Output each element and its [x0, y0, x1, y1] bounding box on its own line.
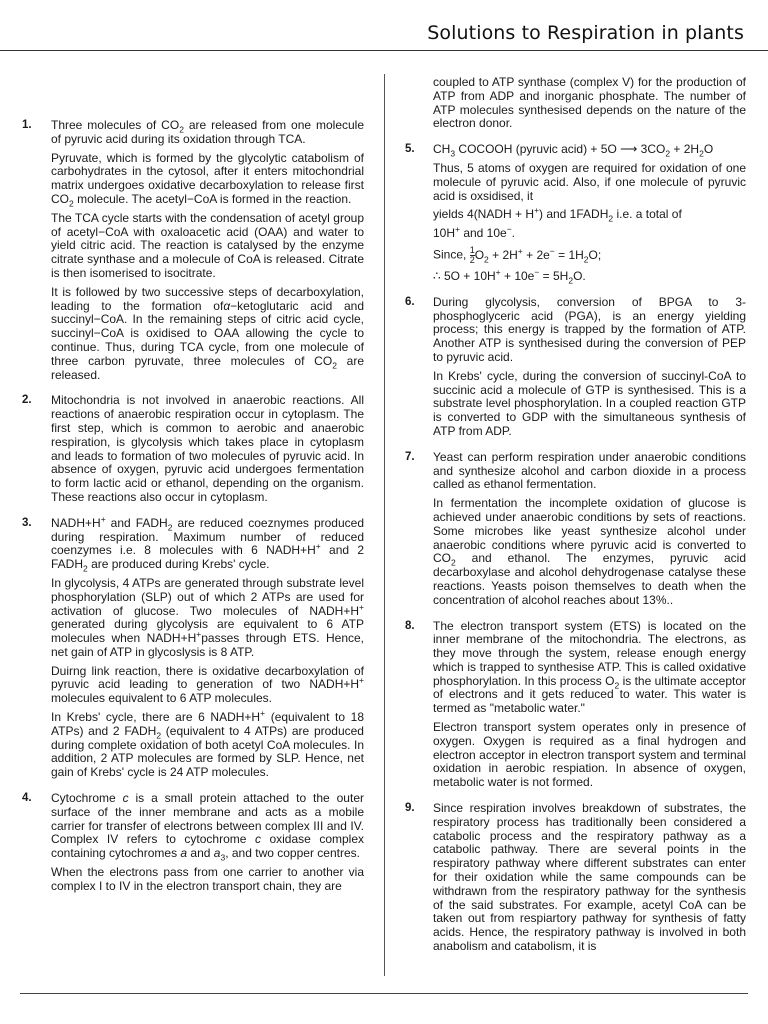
- answer-paragraph: Pyruvate, which is formed by the glycolytic catabolism of carbohydrates in the cytosol, after it enters mitochondrial matrix undergoes oxidative decarboxylation to release first $CO_2$ molecule. The acetyl−CoA is formed in the reaction.: [51, 150, 364, 209]
- answer-number: 3.: [22, 516, 32, 529]
- answer-paragraph: In fermentation the incomplete oxidation of glucose is achieved under anaerobic conditions by sets of reactions. Some microbes like yeast synthesize alcohol under anaerobic conditions where pyruvic acid is converted to $CO_2$ and ethanol. The enzymes, pyruvic acid decarboxylase and alcohol dehydrogenase catalyse these reactions. Yeasts poison themselves to death when the concentration of alcohol reaches about 13%..: [433, 496, 746, 607]
- since-equation: $O_2 + 2H^+ + 2e^- = 1H_2O$;: [474, 245, 602, 265]
- answer-6: [405, 294, 746, 439]
- fraction: [470, 246, 475, 265]
- answer-paragraph: The electron transport system (ETS) is located on the inner membrane of the mitochondria. The electrons, as they move through the system, release enough energy which is trapped to synthesise ATP. This is called oxidative phosphorylation. In this process $O_2$ is the ultimate acceptor of electrons and it gets reduced to water. This water is termed as "metabolic water.": [433, 618, 746, 716]
- answer-paragraph: coupled to ATP synthase (complex V) for the production of ATP from ADP and inorganic phosphate. The number of ATP molecules synthesised depends on the nature of the electron donor.: [433, 75, 746, 131]
- answer-paragraph: In glycolysis, 4 ATPs are generated through substrate level phosphorylation (SLP) out of which 2 ATPs are used for activation of glucose. Two molecules of NADH+H+ generated during glycolysis are equivalent to 6 ATP molecules when NADH+H+passes through ETS. Hence, net gain of ATP in glycoslysis is 8 ATP.: [51, 575, 364, 659]
- answer-paragraph: Cytochrome c is a small protein attached to the outer surface of the inner membrane and acts as a mobile carrier for transfer of electrons between complex III and IV. Complex IV refers to cytochrome c oxidase complex containing cytochromes a and $a_3$, and two copper centres.: [51, 791, 364, 863]
- left-column: [22, 76, 365, 906]
- answer-3: [22, 513, 365, 780]
- page-title: Solutions to Respiration in plants: [427, 22, 744, 44]
- answer-number: 4.: [22, 792, 32, 805]
- chemical-equation: $CH_3$ COCOOH (pyruvic acid) + 5O ⟶ $3CO_2 + 2H_2O$: [433, 142, 714, 159]
- answer-9: [405, 801, 746, 954]
- answer-paragraph: Yeast can perform respiration under anaerobic conditions and synthesize alcohol and carbon dioxide in a process called as ethanol fermentation.: [433, 449, 746, 492]
- answer-paragraph: Three molecules of $CO_2$ are released from one molecule of pyruvic acid during its oxidation through TCA.: [51, 118, 364, 146]
- answer-paragraph: Electron transport system operates only in presence of oxygen. Oxygen is required as a final hydrogen and electron acceptor in electron transport system and terminal oxidation in aerobic respiation. In absence of oxygen, metabolic water is not formed.: [433, 720, 746, 790]
- answer-number: 7.: [405, 450, 415, 463]
- footer-rule: [20, 993, 748, 994]
- answer-number: 9.: [405, 802, 415, 815]
- header-rule: [0, 50, 768, 51]
- answer-paragraph: Thus, 5 atoms of oxygen are required for oxidation of one molecule of pyruvic acid. Also, if one molecule of pyruvic acid is oxsidised, it: [433, 160, 746, 203]
- answer-8: [405, 618, 746, 791]
- answer-paragraph: Duirng link reaction, there is oxidative decarboxylation of pyruvic acid leading to generation of two NADH+H+ molecules equivalent to 6 ATP molecules.: [51, 663, 364, 706]
- since-prefix: Since,: [433, 247, 470, 262]
- answer-paragraph: NADH+H+ and $FADH_2$ are reduced coeznymes produced during respiration. Maximum number of reduced coenzymes i.e. 8 molecules with 6 NADH+H+ and 2 $FADH_2$ are produced during Krebs' cycle.: [51, 513, 364, 574]
- answer-paragraph: It is followed by two successive steps of decarboxylation, leading to the formation ofα−ketoglutaric acid and succinyl−CoA. In the remaining steps of citric acid cycle, succinyl−CoA is oxidised to OAA allowing the cycle to continue. Thus, during TCA cycle, from one molecule of three carbon pyruvate, three molecules of $CO_2$ are released.: [51, 284, 365, 382]
- answer-number: 1.: [22, 119, 32, 131]
- answer-paragraph: 10H+ and 10e−.: [433, 224, 516, 241]
- answer-number: 6.: [405, 295, 415, 308]
- fraction-numerator: 1: [469, 244, 475, 255]
- answer-2: [22, 393, 364, 504]
- answer-4: [22, 791, 364, 894]
- answer-paragraph: During glycolysis, conversion of BPGA to 3-phosphoglyceric acid (PGA), is an energy yielding process; this energy is trapped by the formation of ATP. Another ATP is synthesised during the conversion of PEP to pyruvic acid.: [433, 294, 746, 364]
- chemical-equation: [433, 246, 746, 265]
- answer-number: 2.: [22, 394, 32, 407]
- answer-paragraph: In Krebs' cycle, during the conversion of succinyl-CoA to succinic acid a molecule of GTP is synthesised. This is a substrate level phosphorylation. In a coupled reaction GTP is converted to GDP with the simultaneous synthesis of ATP from ADP.: [433, 368, 746, 438]
- answer-7: [405, 449, 746, 608]
- answer-paragraph: Mitochondria is not involved in anaerobic reactions. All reactions of anaerobic respiration occur in cytoplasm. The first step, which is common to aerobic and anaerobic respiration, is glycolysis which takes place in cytoplasm and leads to formation of two molecules of pyruvic acid. In absence of oxygen, pyruvic acid undergoes fermentation to form lactic acid or ethanol, depending on the organism. These reactions also occur in cytoplasm.: [51, 393, 364, 504]
- answer-paragraph: When the electrons pass from one carrier to another via complex I to IV in the electron transport chain, they are: [51, 865, 364, 893]
- right-column: [405, 75, 746, 966]
- answer-5: [405, 142, 746, 286]
- answer-continuation: [433, 76, 746, 131]
- answer-1: [22, 118, 365, 382]
- answer-paragraph: Since respiration involves breakdown of substrates, the respiratory process has traditionally been considered a catabolic process and the respiratory pathway as a catabolic pathway. There are several points in the respiratory pathway where different substrates can enter for their oxidation while the same compounds can be withdrawn from the respiratory pathway for the synthesis of the said substrates. For example, acetyl CoA can be taken out from respiartory pathway for synthesis of fatty acids. Hence, the respiratory pathway is involved in both anabolism and catabolism, it is: [433, 801, 746, 954]
- answer-paragraph: The TCA cycle starts with the condensation of acetyl group of acetyl−CoA with oxaloacetic acid (OAA) and water to yield citric acid. The reaction is catalysed by the enzyme citrate synthase and a molecule of CoA is released. Citrate is then isomerised to isocitrate.: [51, 210, 364, 280]
- answer-number: 5.: [405, 143, 415, 156]
- fraction-denominator: 2: [469, 254, 475, 265]
- column-divider: [384, 74, 385, 976]
- answer-paragraph: In Krebs' cycle, there are 6 NADH+H+ (equivalent to 18 ATPs) and 2 $FADH_2$ (equivalent to 4 ATPs) are produced during complete oxidation of both acetyl CoA molecules. In addition, 2 ATP molecules are formed by SLP. Hence, net gain of Krebs' cycle is 24 ATP molecules.: [51, 708, 365, 780]
- answer-number: 8.: [405, 619, 415, 632]
- chemical-equation: ∴ $5O + 10H^+ + 10e^- = 5H_2O$.: [433, 266, 586, 286]
- answer-paragraph: yields 4(NADH + H+) and $1FADH_2$ i.e. a total of: [433, 205, 682, 224]
